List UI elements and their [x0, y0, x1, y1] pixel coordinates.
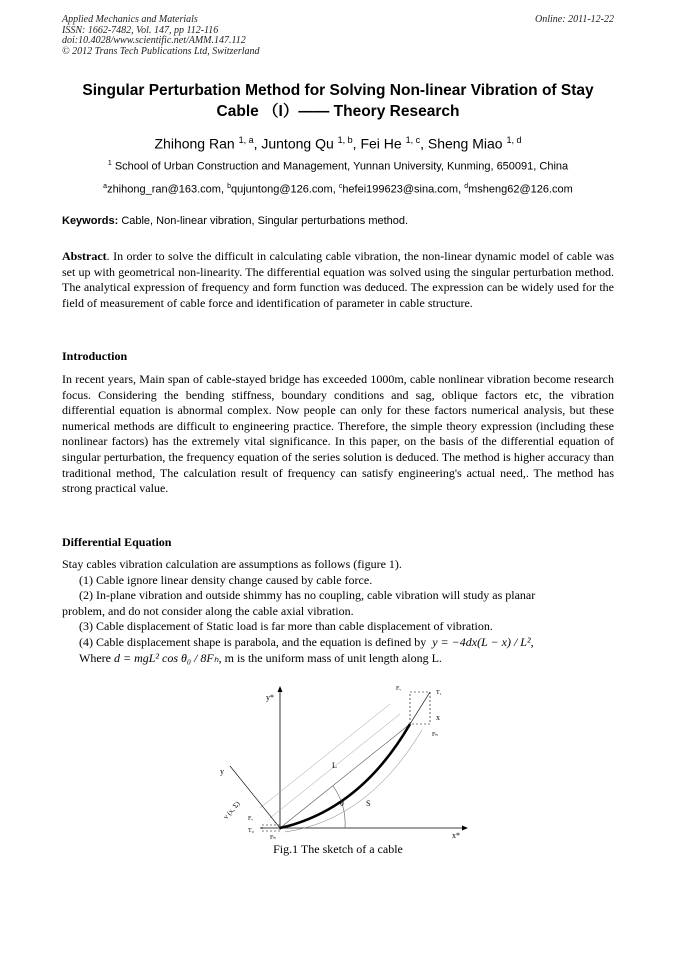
sag-equation: d = mgL² cos θ₀ / 8Fₕ: [113, 650, 219, 665]
author-sup: 1, a: [238, 135, 254, 145]
journal-name: Applied Mechanics and Materials: [62, 14, 198, 25]
cable-sketch-figure: [200, 680, 490, 840]
assumption-2: (2) In-plane vibration and outside shimmy has no coupling, cable vibration will study as planar: [79, 588, 536, 603]
keywords: [62, 214, 614, 228]
label-fh-top: Fₕ: [432, 732, 438, 738]
y-star-arrow: [278, 686, 283, 692]
label-theta: θ: [340, 799, 344, 808]
label-L: L: [332, 761, 337, 770]
online-date: Online: 2011-12-22: [535, 14, 614, 25]
email-address[interactable]: hefei199623@sina.com: [342, 183, 459, 196]
keywords-label: Keywords:: [62, 215, 119, 227]
chord-line: [280, 724, 410, 828]
differential-equation-heading: Differential Equation: [62, 535, 172, 549]
affiliation-sup: 1: [107, 160, 112, 167]
author-sup: 1, c: [405, 135, 421, 145]
abstract-label: Abstract: [62, 249, 107, 263]
label-t1: T₁: [436, 690, 442, 696]
paper-title: [62, 80, 614, 122]
label-fv-top: Fᵥ: [396, 686, 402, 692]
label-x-star: x*: [452, 831, 460, 840]
email-sup: b: [227, 183, 231, 190]
author-list: Zhihong Ran $^{1, a}$, Juntong Qu $^{1, b}$, Fei He $^{1, c}$, Sheng Miao $^{1, d}$: [154, 135, 522, 152]
arc-length-line: [285, 730, 422, 832]
email-address[interactable]: msheng62@126.com: [468, 183, 573, 196]
parabola-equation: y = −4dx(L − x) / L²: [432, 634, 531, 649]
where-prefix: Where: [79, 650, 111, 665]
label-x: x: [436, 713, 440, 722]
abstract: [62, 249, 614, 311]
email-address[interactable]: zhihong_ran@163.com: [107, 183, 221, 196]
top-tension-arrow: [410, 692, 430, 724]
email-sup: a: [103, 183, 108, 190]
doi-line: doi:10.4028/www.scientific.net/AMM.147.112: [62, 35, 246, 46]
figure-caption: Fig.1 The sketch of a cable: [273, 842, 403, 856]
introduction-heading: Introduction: [62, 349, 128, 363]
title-line-1: Singular Perturbation Method for Solving Non-linear Vibration of Stay: [82, 82, 594, 99]
email-sup: c: [338, 183, 343, 190]
assumption-2-cont: problem, and do not consider along the cable axial vibration.: [62, 603, 354, 618]
label-y-star: y*: [266, 693, 274, 702]
author-sup: 1, b: [337, 135, 353, 145]
keywords-text: Cable, Non-linear vibration, Singular perturbations method.: [121, 215, 409, 227]
y-axis-local: [230, 766, 280, 828]
author-name: Sheng Miao: [427, 135, 503, 152]
title-line-2: Cable （I）—— Theory Research: [216, 103, 460, 120]
label-S: S: [366, 799, 371, 808]
introduction-text: In recent years, Main span of cable-stayed bridge has exceeded 1000m, cable nonlinear vibration become research focus. Considering the bending stiffness, boundary conditions and sag, oblique factors etc, the vibration differential equation is abnormal complex. Now people can only for these factors numerical analysis, but these numerical methods are difficult to engineering practice. Therefore, the simple theory expression (including these nonlinear factors) has the extremely vital significance. In this paper, on the basis of the differential equation of singular perturbation, the frequency equation of the series solution is deduced. The method is higher accuracy than traditional method, The calculation result of frequency can satisfy engineering's actual need,. The method has strong practical value.: [62, 372, 614, 496]
assumption-3: (3) Cable displacement of Static load is far more than cable displacement of vibration.: [79, 619, 493, 634]
email-address[interactable]: qujuntong@126.com: [231, 183, 333, 196]
assumption-4: (4) Cable displacement shape is parabola, and the equation is defined by y = −4dx(L − x) / L²,: [79, 634, 534, 649]
x-star-arrow: [462, 826, 468, 831]
where-suffix: , m is the uniform mass of unit length along L.: [218, 650, 442, 665]
label-fv-bot: Fᵥ: [248, 816, 254, 822]
copyright-line: © 2012 Trans Tech Publications Ltd, Switzerland: [62, 45, 260, 57]
assumption-1: (1) Cable ignore linear density change caused by cable force.: [79, 572, 373, 587]
author-name: Zhihong Ran: [154, 135, 235, 152]
author-sup: 1, d: [506, 135, 522, 145]
journal-header: [62, 15, 614, 57]
assumption-4-text: (4) Cable displacement shape is parabola, and the equation is defined by: [79, 634, 427, 649]
label-t0: T₀: [248, 828, 254, 834]
email-list: $^a$zhihong_ran@163.com, $^b$qujuntong@126.com, $^c$hefei199623@sina.com, $^d$msheng62@126.com: [103, 183, 573, 196]
differential-equation-section: [62, 557, 614, 666]
label-fh-bot: Fₕ: [270, 835, 276, 840]
affiliation-text: School of Urban Construction and Management, Yunnan University, Kunming, 650091, China: [114, 160, 569, 173]
affiliation: [62, 157, 614, 174]
issn-line: ISSN: 1662-7482, Vol. 147, pp 112-116: [62, 24, 219, 36]
assumptions-intro: Stay cables vibration calculation are assumptions as follows (figure 1).: [62, 557, 402, 571]
author-name: Juntong Qu: [261, 135, 334, 152]
label-v: v (x, Σ): [221, 799, 242, 821]
author-name: Fei He: [360, 135, 402, 152]
email-sup: d: [464, 183, 469, 190]
label-y: y: [220, 767, 224, 776]
abstract-text: . In order to solve the difficult in calculating cable vibration, the non-linear dynamic model of cable was set up with geometrical non-linearity. The differential equation was solved using the singular perturbation method. The analytical expression of frequency and form function was deduced. The expression can be widely used for the field of measurement of cable force and identification of parameter in cable structure.: [62, 249, 614, 310]
where-line: [62, 651, 614, 667]
